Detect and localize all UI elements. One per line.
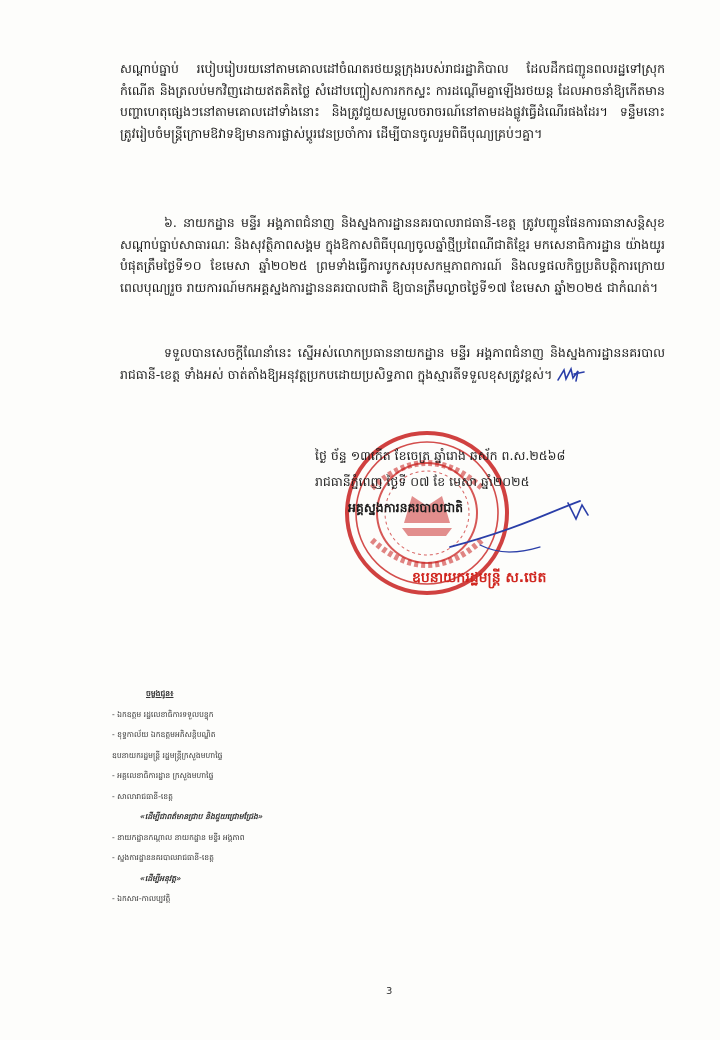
lunar-date: ថ្ងៃ ច័ន្ទ ១៣កើត ខែចេត្រ ឆ្នាំរោង ឆស័ក ព.ស.២៥៦៨ <box>315 448 566 463</box>
recipient-item: - អគ្គលេខាធិការដ្ឋាន ក្រសួងមហាផ្ទៃ <box>112 771 214 780</box>
body-paragraph-2: ៦. នាយកដ្ឋាន មន្ទីរ អង្គភាពជំនាញ និងស្នងការដ្ឋាននគរបាលរាជធានី-ខេត្ត ត្រូវបញ្ជូនផែនការធានាសន្តិសុខ សណ្ដាប់ធ្នាប់សាធារណៈ និងសុវត្ថិភាពសង្គម ក្នុងឱកាសពិធីបុណ្យចូលឆ្នាំថ្មីប្រពៃណីជាតិខ្មែរ មកសេនាធិការដ្ឋាន យ៉ាងយូរបំផុតត្រឹមថ្ងៃទី១០ ខែមេសា ឆ្នាំ២០២៥ ព្រមទាំងធ្វើការបូកសរុបសកម្មភាពការណ៍ និងលទ្ធផលកិច្ចប្រតិបត្តិការក្រោយពេលបុណ្យរួច រាយការណ៍មកអគ្គស្នងការដ្ឋាននគរបាលជាតិ ឱ្យបានត្រឹមល្ងាចថ្ងៃទី១៧ ខែមេសា ឆ្នាំ២០២៥ ជាកំណត់។ <box>120 215 665 295</box>
closing-text: ទទួលបានសេចក្ដីណែនាំនេះ ស្នើអស់លោកប្រធាននាយកដ្ឋាន មន្ទីរ អង្គភាពជំនាញ និងស្នងការដ្ឋាននគរបាលរាជធានី-ខេត្ត ទាំងអស់ ចាត់តាំងឱ្យអនុវត្តប្រកបដោយប្រសិទ្ធភាព ក្នុងស្មារតីទទួលខុសត្រូវខ្ពស់។ <box>120 345 665 382</box>
solar-date: រាជធានីភ្នំពេញ ថ្ងៃទី ០៧ ខែ មេសា ឆ្នាំ២០២៥ <box>315 474 530 489</box>
recipients-heading: ចម្លងជូន៖ <box>146 689 174 698</box>
recipient-item: - ស្នងការដ្ឋាននគរបាលរាជធានី-ខេត្ត <box>112 853 214 862</box>
page-number: 3 <box>386 986 393 997</box>
recipient-item: - សាលារាជធានី-ខេត្ត <box>112 791 173 801</box>
recipients-subheading-2: «ដើម្បីអនុវត្ត» <box>140 873 182 883</box>
body-paragraph-1: សណ្ដាប់ធ្នាប់ របៀបរៀបរយនៅតាមគោលដៅចំណតរថយន្តក្រុងរបស់រាជរដ្ឋាភិបាល ដែលដឹកជញ្ជូនពលរដ្ឋទៅស្រុកកំណើត និងត្រលប់មកវិញដោយឥតគិតថ្លៃ សំដៅបញ្ចៀសការកកស្ទះ ការដណ្ដើមគ្នាឡើងរថយន្ត ដែលអាចនាំឱ្យកើតមានបញ្ហាហេតុផ្សេងៗនៅតាមគោលដៅទាំងនោះ និងត្រូវជួយសម្រួលចរាចរណ៍នៅតាមដងផ្លូវធ្វើដំណើរផងដែរ។ ទន្ទឹមនោះ ត្រូវរៀបចំមន្ត្រីក្រោមឱវាទឱ្យមានការផ្លាស់ប្ដូរវេនប្រចាំការ ដើម្បីបានចូលរួមពិធីបុណ្យគ្រប់ៗគ្នា។ <box>120 61 665 141</box>
signer-title: អគ្គស្នងការនគរបាលជាតិ <box>348 500 464 515</box>
recipient-item: ឧបនាយករដ្ឋមន្ត្រី រដ្ឋមន្ត្រីក្រសួងមហាផ្ទៃ <box>112 750 223 760</box>
body-paragraph-3 <box>120 342 665 385</box>
recipient-item: - នាយកដ្ឋានកណ្ដាល នាយកដ្ឋាន មន្ទីរ អង្គភាព <box>112 832 245 842</box>
recipient-item: - ឯកសារ-កាលប្បវត្តិ <box>112 894 171 903</box>
initial-scribble <box>556 366 586 384</box>
handwritten-signature <box>440 495 600 565</box>
recipient-item: - ឯកឧត្តម រដ្ឋលេខាធិការទទួលបន្ទុក <box>112 709 214 719</box>
recipients-list <box>112 684 263 910</box>
recipients-subheading-1: «ដើម្បីជាពត៌មានជ្រាប និងជួយជ្រោមជ្រែង» <box>140 812 263 821</box>
signer-name: ឧបនាយករដ្ឋមន្ត្រី ស.ថេត <box>412 570 547 586</box>
recipient-item: - ខុទ្ទកាល័យ ឯកឧត្តមអភិសន្តិបណ្ឌិត <box>112 730 216 739</box>
